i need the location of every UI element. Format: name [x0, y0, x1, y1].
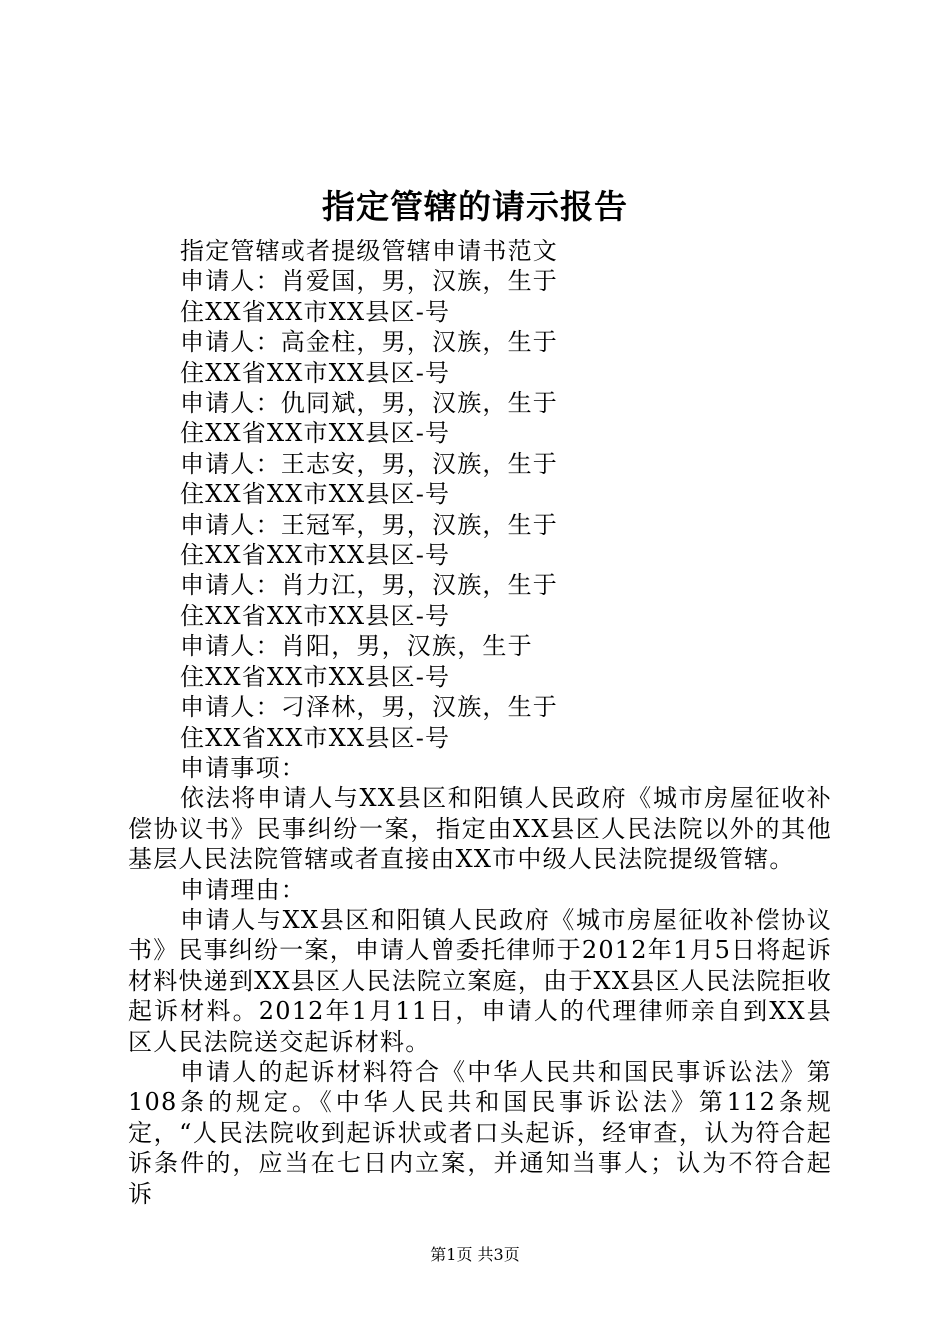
section-heading-request: 申请事项： — [180, 753, 306, 782]
applicant-line: 申请人：王冠军，男，汉族，生于 — [180, 510, 558, 539]
reason-paragraph: 申请人的起诉材料符合《中华人民共和国民事诉讼法》第108条的规定。《中华人民共和国民事诉讼法》第112条规定，“人民法院收到起诉状或者口头起诉，经审查，认为符合起诉条件的，应当在七日内立案，并通知当事人；认为不符合起诉 — [128, 1057, 832, 1208]
document-body — [128, 236, 832, 1209]
page-number: 第1页 共3页 — [430, 1245, 520, 1264]
reason-paragraph: 申请人与XX县区和阳镇人民政府《城市房屋征收补偿协议书》民事纠纷一案，申请人曾委托律师于2012年1月5日将起诉材料快递到XX县区人民法院立案庭，由于XX县区人民法院拒收起诉材料。2012年1月11日，申请人的代理律师亲自到XX县区人民法院送交起诉材料。 — [128, 905, 832, 1056]
applicant-line: 申请人：肖力江，男，汉族，生于 — [180, 571, 558, 600]
address-line: 住XX省XX市XX县区-号 — [180, 541, 451, 570]
request-paragraph: 依法将申请人与XX县区和阳镇人民政府《城市房屋征收补偿协议书》民事纠纷一案，指定由XX县区人民法院以外的其他基层人民法院管辖或者直接由XX市中级人民法院提级管辖。 — [128, 784, 832, 874]
address-line: 住XX省XX市XX县区-号 — [180, 723, 451, 752]
applicant-line: 申请人：肖阳，男，汉族，生于 — [180, 632, 533, 661]
address-line: 住XX省XX市XX县区-号 — [180, 662, 451, 691]
applicant-line: 申请人：刁泽林，男，汉族，生于 — [180, 693, 558, 722]
section-heading-reason: 申请理由： — [180, 875, 306, 904]
address-line: 住XX省XX市XX县区-号 — [180, 358, 451, 387]
address-line: 住XX省XX市XX县区-号 — [180, 601, 451, 630]
applicant-line: 申请人：肖爱国，男，汉族，生于 — [180, 267, 558, 296]
address-line: 住XX省XX市XX县区-号 — [180, 419, 451, 448]
applicant-line: 申请人：王志安，男，汉族，生于 — [180, 449, 558, 478]
applicant-line: 申请人：仇同斌，男，汉族，生于 — [180, 389, 558, 418]
applicant-line: 申请人：高金柱，男，汉族，生于 — [180, 328, 558, 357]
address-line: 住XX省XX市XX县区-号 — [180, 297, 451, 326]
document-title: 指定管辖的请示报告 — [322, 187, 628, 226]
address-line: 住XX省XX市XX县区-号 — [180, 480, 451, 509]
paragraph-subtitle: 指定管辖或者提级管辖申请书范文 — [180, 237, 558, 265]
